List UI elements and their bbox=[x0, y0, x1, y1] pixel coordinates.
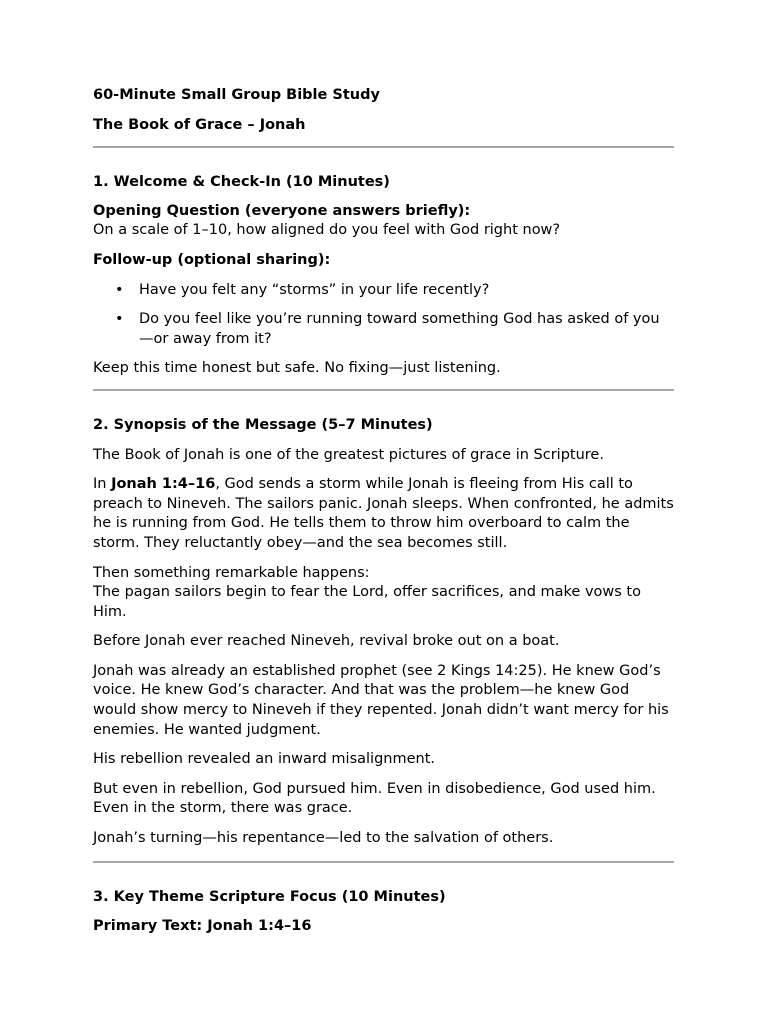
paragraph bbox=[93, 475, 674, 553]
document-title: 60-Minute Small Group Bible Study bbox=[93, 87, 380, 103]
opening-question-text: On a scale of 1–10, how aligned do you feel with God right now? bbox=[93, 222, 561, 239]
closing-note: Keep this time honest but safe. No fixing—just listening. bbox=[93, 360, 501, 377]
section-synopsis bbox=[93, 416, 674, 849]
list-item: • Do you feel like you’re running toward something God has asked of you—or away from it? bbox=[139, 310, 674, 349]
section-divider bbox=[93, 146, 674, 148]
section-heading: 2. Synopsis of the Message (5–7 Minutes) bbox=[93, 416, 433, 433]
paragraph-text: , God sends a storm while Jonah is fleeing from His call to preach to Nineveh. The sailors panic. Jonah sleeps. When confronted, he admits he is running from God. He tells them to throw him overboard to calm the storm. They reluctantly obey—and the sea becomes still. bbox=[93, 476, 674, 551]
section-divider bbox=[93, 861, 674, 863]
list-item: • Have you felt any “storms” in your life recently? bbox=[139, 281, 674, 301]
section-heading: 1. Welcome & Check-In (10 Minutes) bbox=[93, 174, 390, 191]
paragraph: The Book of Jonah is one of the greatest pictures of grace in Scripture. bbox=[93, 446, 604, 463]
document-subtitle: The Book of Grace – Jonah bbox=[93, 116, 306, 133]
paragraph: Jonah was already an established prophet (see 2 Kings 14:25). He knew God’s voice. He knew God’s character. And that was the problem—he knew God would show mercy to Nineveh if they repented. Jonah didn’t want mercy for his enemies. He wanted judgment. bbox=[93, 662, 669, 738]
paragraph-prefix: In bbox=[93, 476, 112, 493]
paragraph bbox=[93, 564, 674, 623]
section-welcome bbox=[93, 173, 674, 379]
paragraph: Before Jonah ever reached Nineveh, revival broke out on a boat. bbox=[93, 633, 560, 650]
paragraph-line: The pagan sailors begin to fear the Lord, offer sacrifices, and make vows to Him. bbox=[93, 584, 641, 620]
opening-question-label: Opening Question (everyone answers briefly): bbox=[93, 202, 471, 219]
followup-label: Follow-up (optional sharing): bbox=[93, 251, 331, 268]
section-scripture-focus bbox=[93, 888, 674, 937]
opening-question bbox=[93, 202, 674, 241]
paragraph: His rebellion revealed an inward misalignment. bbox=[93, 751, 435, 768]
scripture-reference: Jonah 1:4–16 bbox=[111, 476, 216, 493]
paragraph: Jonah’s turning—his repentance—led to the salvation of others. bbox=[93, 830, 554, 847]
followup-list bbox=[93, 281, 674, 350]
paragraph-line: Then something remarkable happens: bbox=[93, 564, 370, 581]
paragraph: But even in rebellion, God pursued him. Even in disobedience, God used him. Even in the storm, there was grace. bbox=[93, 780, 656, 817]
section-heading: 3. Key Theme Scripture Focus (10 Minutes) bbox=[93, 888, 446, 905]
primary-text: Primary Text: Jonah 1:4–16 bbox=[93, 918, 312, 935]
section-divider bbox=[93, 389, 674, 391]
